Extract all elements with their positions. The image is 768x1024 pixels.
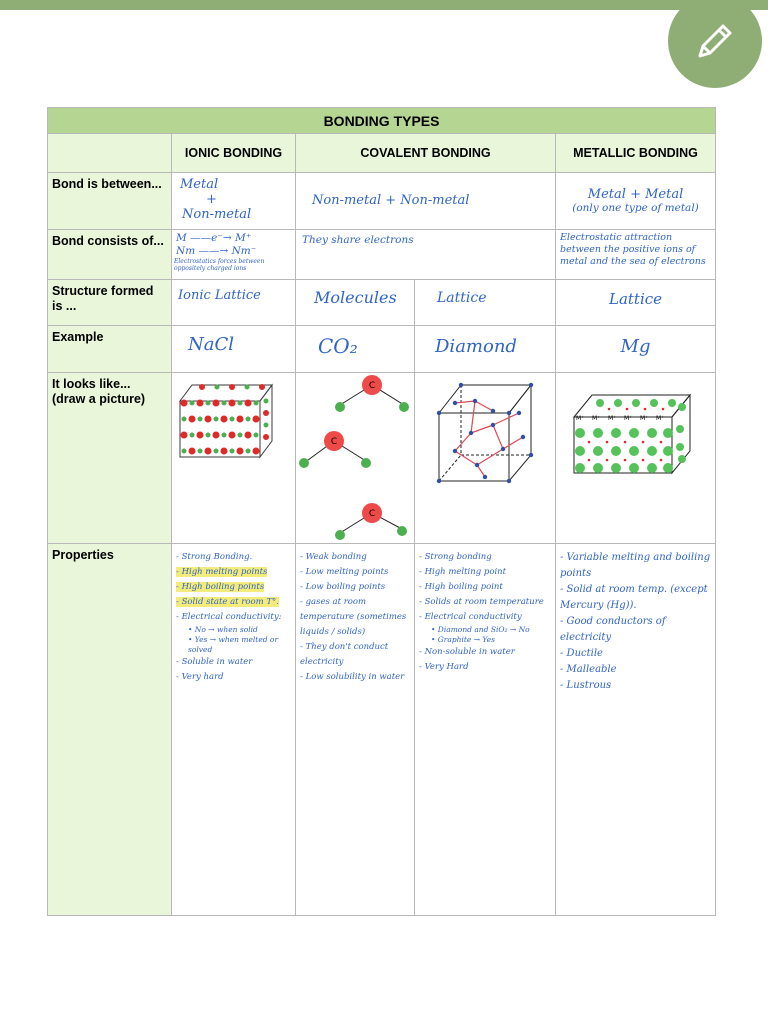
property-item: - Electrical conductivity: xyxy=(176,612,282,622)
metallic-structure-text: Lattice xyxy=(608,290,663,308)
cell-metallic-properties xyxy=(556,544,716,916)
ionic-lattice-drawing xyxy=(172,373,295,543)
cell-metallic-between xyxy=(556,173,716,230)
metallic-example-text: Mg xyxy=(620,336,651,357)
property-item: - Ductile xyxy=(560,648,603,659)
edit-button[interactable] xyxy=(668,0,762,88)
property-item: - Electrical conductivity xyxy=(419,612,522,622)
ion-label: M⁺ xyxy=(640,415,649,422)
atom-label: C xyxy=(368,381,376,391)
metallic-properties-list xyxy=(556,544,715,694)
property-item: - Strong bonding xyxy=(419,552,492,562)
ionic-between-plus: + xyxy=(206,192,217,207)
property-item: • No → when solid xyxy=(188,625,258,634)
row-label-looks-like: It looks like... (draw a picture) xyxy=(48,373,172,544)
header-ionic: IONIC BONDING xyxy=(172,134,296,173)
ion-label: M⁺ xyxy=(656,415,665,422)
ionic-structure-text: Ionic Lattice xyxy=(178,288,261,303)
property-item: - Low solubility in water xyxy=(300,672,405,682)
cell-ionic-drawing xyxy=(172,373,296,544)
ionic-equation-1: M ——e⁻→ M⁺ xyxy=(176,232,252,244)
cell-covalent-molecules-example xyxy=(296,326,415,373)
property-item: - Solids at room temperature xyxy=(419,597,544,607)
cell-covalent-consists xyxy=(296,230,556,280)
property-item: - High melting point xyxy=(419,567,507,577)
cell-covalent-molecules-properties xyxy=(296,544,415,916)
ionic-between-line2: Non-metal xyxy=(182,207,252,222)
covalent-lattice-properties-list xyxy=(415,544,555,675)
co2-molecules-drawing xyxy=(296,373,414,543)
ion-label: M⁺ xyxy=(608,415,617,422)
property-item: - High boiling points xyxy=(176,582,265,592)
row-label-bond-consists: Bond consists of... xyxy=(48,230,172,280)
property-item: - Very Hard xyxy=(419,662,469,672)
cell-ionic-consists xyxy=(172,230,296,280)
corner-cell xyxy=(48,134,172,173)
cell-metallic-drawing xyxy=(556,373,716,544)
property-item: - Strong Bonding. xyxy=(176,552,253,562)
property-item: - Non-soluble in water xyxy=(419,647,515,657)
ion-label: M⁺ xyxy=(592,415,601,422)
property-item: - Low melting points xyxy=(300,567,389,577)
property-item: - Solid state at room T°. xyxy=(176,597,279,607)
ionic-properties-list xyxy=(172,544,295,685)
property-item: • Diamond and SiO₂ → No xyxy=(431,625,530,634)
row-label-structure: Structure formed is ... xyxy=(48,280,172,326)
cell-covalent-between xyxy=(296,173,556,230)
cell-co2-drawing xyxy=(296,373,415,544)
property-item: - Very hard xyxy=(176,672,224,682)
header-covalent: COVALENT BONDING xyxy=(296,134,556,173)
property-item: - Good conductors of electricity xyxy=(560,616,666,643)
covalent-molecules-properties-list xyxy=(296,544,414,685)
metallic-between-line2: (only one type of metal) xyxy=(572,202,699,214)
header-metallic: METALLIC BONDING xyxy=(556,134,716,173)
covalent-lattice-structure-text: Lattice xyxy=(437,290,487,306)
property-item: - gases at room temperature (sometimes liquids / solids) xyxy=(300,597,407,637)
covalent-molecules-example-text: CO₂ xyxy=(318,334,358,358)
atom-label: C xyxy=(330,437,338,447)
row-label-bond-between: Bond is between... xyxy=(48,173,172,230)
property-item: - Soluble in water xyxy=(176,657,253,667)
property-item: - High boiling point xyxy=(419,582,503,592)
property-item: - Variable melting and boiling points xyxy=(560,552,711,579)
cell-covalent-lattice-structure xyxy=(415,280,556,326)
metallic-lattice-drawing xyxy=(556,373,715,543)
ionic-consists-note: Electrostatics forces between oppositely charged ions xyxy=(174,258,265,272)
ion-label: M⁺ xyxy=(576,415,585,422)
pencil-icon xyxy=(690,16,740,66)
ionic-example-text: NaCl xyxy=(188,334,235,355)
cell-metallic-structure xyxy=(556,280,716,326)
covalent-consists-text: They share electrons xyxy=(302,234,414,246)
bonding-types-worksheet xyxy=(47,107,715,916)
diamond-lattice-drawing xyxy=(415,373,555,543)
table-title: BONDING TYPES xyxy=(48,108,716,134)
cell-ionic-structure xyxy=(172,280,296,326)
metallic-between-line1: Metal + Metal xyxy=(587,187,684,202)
property-item: - Solid at room temp. (except Mercury (Hg)). xyxy=(560,584,708,611)
cell-ionic-example xyxy=(172,326,296,373)
top-accent-bar xyxy=(0,0,768,10)
property-item: • Graphite → Yes xyxy=(431,635,495,644)
property-item: - Malleable xyxy=(560,664,617,675)
cell-metallic-consists xyxy=(556,230,716,280)
covalent-between-text: Non-metal + Non-metal xyxy=(312,193,470,208)
cell-metallic-example xyxy=(556,326,716,373)
property-item: - They don't conduct electricity xyxy=(300,642,389,667)
covalent-molecules-structure-text: Molecules xyxy=(314,288,397,307)
cell-ionic-properties xyxy=(172,544,296,916)
atom-label: C xyxy=(368,509,376,519)
row-label-example: Example xyxy=(48,326,172,373)
cell-ionic-between xyxy=(172,173,296,230)
ion-label: M⁺ xyxy=(624,415,633,422)
row-label-properties: Properties xyxy=(48,544,172,916)
ionic-equation-2: Nm ——→ Nm⁻ xyxy=(176,245,257,257)
cell-covalent-molecules-structure xyxy=(296,280,415,326)
property-item: - Weak bonding xyxy=(300,552,367,562)
bonding-table xyxy=(47,107,716,916)
cell-covalent-lattice-properties xyxy=(415,544,556,916)
cell-covalent-lattice-example xyxy=(415,326,556,373)
metallic-consists-text: Electrostatic attraction between the positive ions of metal and the sea of electrons xyxy=(560,232,706,267)
cell-diamond-drawing xyxy=(415,373,556,544)
ionic-between-line1: Metal xyxy=(180,177,219,192)
property-item: - Low boiling points xyxy=(300,582,386,592)
property-item: - Lustrous xyxy=(560,680,612,691)
covalent-lattice-example-text: Diamond xyxy=(435,336,517,357)
property-item: - High melting points xyxy=(176,567,268,577)
property-item: • Yes → when melted or solved xyxy=(188,635,279,654)
